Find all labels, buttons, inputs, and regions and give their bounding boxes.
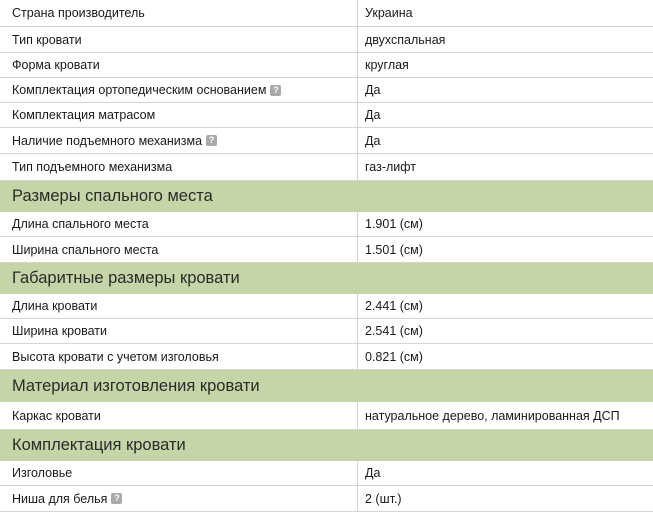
spec-value: Да [365, 466, 381, 480]
spec-row-country [0, 0, 653, 27]
spec-row-sleeping-length [0, 212, 653, 237]
spec-row-bed-shape [0, 53, 653, 78]
section-title: Габаритные размеры кровати [12, 269, 240, 287]
spec-row-bed-height [0, 344, 653, 370]
spec-label [12, 128, 217, 153]
spec-label: Тип кровати [12, 32, 82, 47]
spec-value: 0.821 (см) [365, 349, 423, 364]
spec-row-orthopedic-base [0, 78, 653, 103]
section-title: Материал изготовления кровати [12, 376, 260, 395]
help-icon[interactable]: ? [206, 135, 217, 146]
spec-value: Да [365, 108, 381, 122]
spec-label [12, 486, 122, 511]
spec-label: Каркас кровати [12, 408, 101, 423]
section-header-overall-dimensions [0, 263, 653, 294]
spec-value: газ-лифт [365, 160, 417, 174]
spec-label-text: Наличие подъемного механизма [12, 133, 203, 148]
spec-row-bed-type [0, 27, 653, 53]
spec-value: 1.901 (см) [365, 217, 423, 231]
spec-label: Длина кровати [12, 299, 98, 313]
spec-row-headboard [0, 461, 653, 486]
spec-row-mattress-included [0, 103, 653, 128]
column-divider [357, 53, 358, 77]
column-divider [357, 461, 358, 485]
column-divider [357, 486, 358, 511]
spec-row-frame [0, 402, 653, 430]
column-divider [357, 319, 358, 343]
spec-value: Да [365, 83, 381, 97]
spec-row-bed-length [0, 294, 653, 319]
column-divider [357, 27, 358, 52]
spec-label [12, 78, 281, 102]
help-icon[interactable]: ? [270, 85, 281, 96]
section-header-bed-equipment [0, 430, 653, 461]
spec-value: 2.541 (см) [365, 324, 423, 338]
section-header-sleeping-area [0, 181, 653, 212]
spec-value: двухспальная [365, 32, 446, 47]
spec-value: 1.501 (см) [365, 242, 423, 257]
column-divider [357, 0, 358, 26]
spec-row-linen-niche [0, 486, 653, 512]
spec-row-mechanism-type [0, 154, 653, 181]
spec-label: Ширина спального места [12, 242, 159, 257]
spec-label: Изголовье [12, 466, 73, 480]
column-divider [357, 103, 358, 127]
spec-label: Страна производитель [12, 6, 145, 20]
spec-label-text: Ниша для белья [12, 491, 108, 506]
column-divider [357, 237, 358, 262]
spec-row-bed-width [0, 319, 653, 344]
help-icon[interactable]: ? [111, 493, 122, 504]
column-divider [357, 78, 358, 102]
column-divider [357, 402, 358, 429]
spec-label-text: Комплектация ортопедическим основанием [12, 83, 267, 97]
spec-label: Высота кровати с учетом изголовья [12, 349, 219, 364]
spec-value: 2.441 (см) [365, 299, 423, 313]
spec-label: Ширина кровати [12, 324, 107, 338]
spec-label: Тип подъемного механизма [12, 160, 173, 174]
spec-label: Комплектация матрасом [12, 108, 156, 122]
spec-label: Длина спального места [12, 217, 149, 231]
column-divider [357, 294, 358, 318]
section-title: Комплектация кровати [12, 436, 186, 454]
spec-value: Да [365, 133, 381, 148]
section-title: Размеры спального места [12, 187, 213, 205]
spec-row-lifting-mechanism [0, 128, 653, 154]
spec-value: натуральное дерево, ламинированная ДСП [365, 408, 620, 423]
spec-label: Форма кровати [12, 58, 100, 72]
spec-value: 2 (шт.) [365, 491, 402, 506]
column-divider [357, 212, 358, 236]
section-header-material [0, 370, 653, 402]
column-divider [357, 344, 358, 369]
spec-value: круглая [365, 58, 409, 72]
spec-row-sleeping-width [0, 237, 653, 263]
spec-value: Украина [365, 6, 413, 20]
column-divider [357, 154, 358, 180]
column-divider [357, 128, 358, 153]
